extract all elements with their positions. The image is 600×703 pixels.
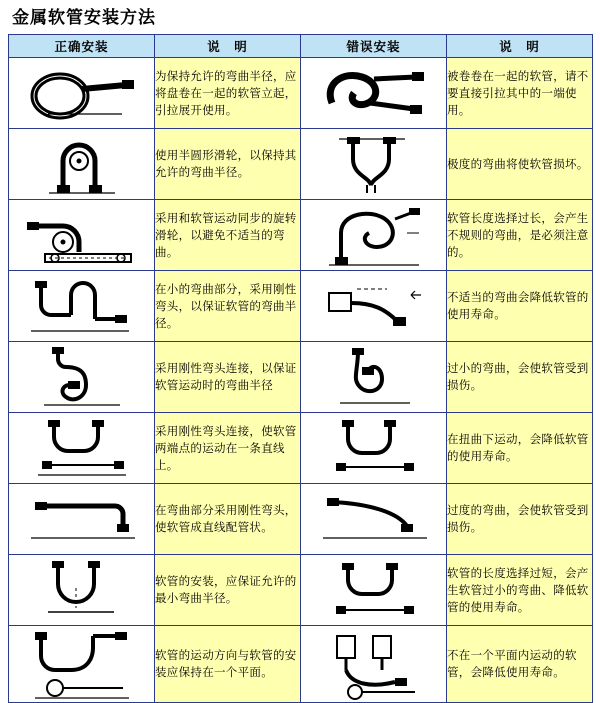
table-header-row [9,35,593,58]
figure-cell-correct [9,626,155,703]
figure-cell-correct [9,129,155,200]
improper-bend-at-fitting-icon [301,271,446,341]
hose-sharply-bent-between-clamps-icon [301,129,446,199]
table-row [9,271,593,342]
figure-cell-wrong [301,413,447,484]
hose-with-synchronized-rotating-pulley-icon [9,200,154,270]
column-header-wrong-note: 说 明 [447,35,593,58]
note-cell-wrong: 被卷卷在一起的软管，请不要直接引拉其中的一端使用。 [447,58,593,129]
note-cell-correct: 采用刚性弯头连接，以保证软管运动时的弯曲半径 [155,342,301,413]
note-cell-correct: 采用和软管运动同步的旋转滑轮，以避免不适当的弯曲。 [155,200,301,271]
figure-cell-correct [9,484,155,555]
table-row [9,626,593,703]
figure-cell-wrong [301,342,447,413]
note-cell-wrong: 过小的弯曲，会使软管受到损伤。 [447,342,593,413]
figure-cell-wrong [301,200,447,271]
rigid-elbows-both-ends-straight-line-motion-icon [9,413,154,483]
note-cell-wrong: 不适当的弯曲会降低软管的使用寿命。 [447,271,593,342]
note-cell-correct: 在弯曲部分采用刚性弯头，使软管成直线配管状。 [155,484,301,555]
hose-over-semicircular-sheave-icon [9,129,154,199]
note-cell-wrong: 在扭曲下运动，会降低软管的使用寿命。 [447,413,593,484]
note-cell-correct: 软管的安装，应保证允许的最小弯曲半径。 [155,555,301,626]
table-row [9,555,593,626]
hose-motion-out-of-plane-icon [301,626,446,702]
note-cell-correct: 软管的运动方向与软管的安装应保持在一个平面。 [155,626,301,703]
table-row [9,342,593,413]
table-row [9,413,593,484]
note-cell-wrong: 极度的弯曲将使软管损坏。 [447,129,593,200]
figure-cell-correct [9,200,155,271]
table-row [9,129,593,200]
figure-cell-correct [9,555,155,626]
hose-twisted-while-moving-icon [301,413,446,483]
hose-installed-min-bend-radius-icon [9,555,154,625]
rigid-elbow-connection-u-loop-icon [9,342,154,412]
hose-installation-table [8,34,593,703]
figure-cell-correct [9,271,155,342]
over-tight-bend-u-loop-icon [301,342,446,412]
figure-cell-correct [9,413,155,484]
table-row [9,58,593,129]
table-row [9,484,593,555]
figure-cell-correct [9,342,155,413]
hose-too-long-small-bend-icon [301,555,446,625]
column-header-wrong-install: 错误安装 [301,35,447,58]
note-cell-wrong: 不在一个平面内运动的软管，会降低使用寿命。 [447,626,593,703]
figure-cell-wrong [301,484,447,555]
note-cell-correct: 在小的弯曲部分，采用刚性弯头，以保证软管的弯曲半径。 [155,271,301,342]
hose-motion-in-same-plane-icon [9,626,154,702]
coiled-hose-pulled-from-one-end-icon [301,58,446,128]
hose-too-long-irregular-bending-icon [301,200,446,270]
figure-cell-correct [9,58,155,129]
figure-cell-wrong [301,555,447,626]
note-cell-wrong: 过度的弯曲，会使软管受到损伤。 [447,484,593,555]
figure-cell-wrong [301,58,447,129]
note-cell-correct: 使用半圆形滑轮，以保持其允许的弯曲半径。 [155,129,301,200]
rigid-elbow-at-small-bend-icon [9,271,154,341]
table-row [9,200,593,271]
coiled-hose-standing-upright-icon [9,58,154,128]
rigid-elbow-straight-pipe-layout-icon [9,484,154,554]
note-cell-correct: 采用刚性弯头连接，使软管两端点的运动在一条直线上。 [155,413,301,484]
note-cell-correct: 为保持允许的弯曲半径，应将盘卷在一起的软管立起，引拉展开使用。 [155,58,301,129]
note-cell-wrong: 软管长度选择过长，会产生不规则的弯曲，是必须注意的。 [447,200,593,271]
page-title: 金属软管安装方法 [12,8,156,28]
note-cell-wrong: 软管的长度选择过短，会产生软管过小的弯曲、降低软管的使用寿命。 [447,555,593,626]
column-header-correct-note: 说 明 [155,35,301,58]
figure-cell-wrong [301,129,447,200]
figure-cell-wrong [301,271,447,342]
figure-cell-wrong [301,626,447,703]
column-header-correct-install: 正确安装 [9,35,155,58]
excessive-bend-straight-run-icon [301,484,446,554]
